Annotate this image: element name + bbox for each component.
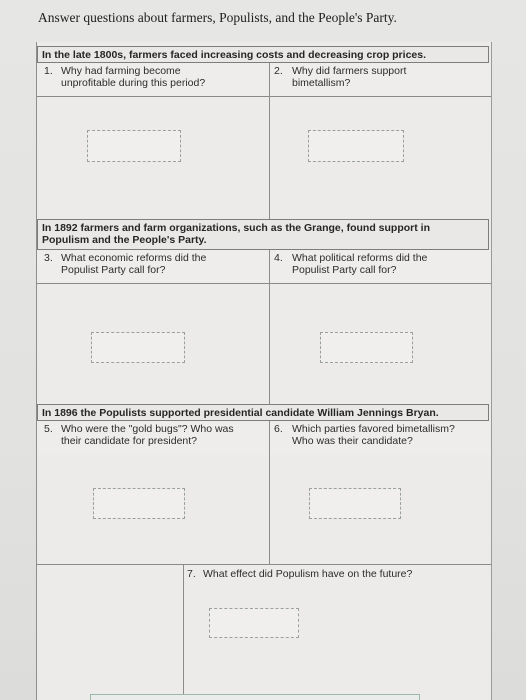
question-2-number: 2. [274,65,283,77]
answer-2-box[interactable] [308,130,404,162]
question-2-cell [270,63,491,97]
answer-5-box[interactable] [93,488,185,519]
question-4-number: 4. [274,252,283,264]
question-1-text: Why had farming become unprofitable during this period? [61,65,206,89]
bottom-answer-field[interactable] [90,694,420,700]
question-7-text: What effect did Populism have on the future? [203,568,413,580]
column-divider [269,63,270,219]
answer-6-box[interactable] [309,488,401,519]
answer-3-box[interactable] [91,332,185,363]
question-4-cell [270,250,491,284]
question-3-cell [37,250,270,284]
question-5-text: Who were the "gold bugs"? Who was their candidate for president? [61,423,234,447]
answer-1-box[interactable] [87,130,181,162]
section-3-header: In 1896 the Populists supported presidential candidate William Jennings Bryan. [37,404,489,421]
column-divider [269,250,270,404]
question-1-number: 1. [44,65,53,77]
question-7-cell [37,565,491,585]
question-6-text: Which parties favored bimetallism? Who was their candidate? [292,423,455,447]
page-title: Answer questions about farmers, Populists, and the People's Party. [38,10,397,25]
question-3-number: 3. [44,252,53,264]
question-2-text: Why did farmers support bimetallism? [292,65,407,89]
question-5-number: 5. [44,423,53,435]
column-divider [183,565,184,700]
question-4-text: What political reforms did the Populist Party call for? [292,252,428,276]
question-7-number: 7. [187,568,196,580]
column-divider [269,421,270,564]
section-2-header: In 1892 farmers and farm organizations, such as the Grange, found support in Populism and the People's Party. [37,219,489,250]
question-6-number: 6. [274,423,283,435]
question-3-text: What economic reforms did the Populist Party call for? [61,252,207,276]
question-6-cell [270,421,491,455]
answer-7-box[interactable] [209,608,299,638]
worksheet-grid [36,42,492,700]
section-1-header: In the late 1800s, farmers faced increasing costs and decreasing crop prices. [37,46,489,63]
question-1-cell [37,63,270,97]
answer-4-box[interactable] [320,332,413,363]
question-5-cell [37,421,270,455]
